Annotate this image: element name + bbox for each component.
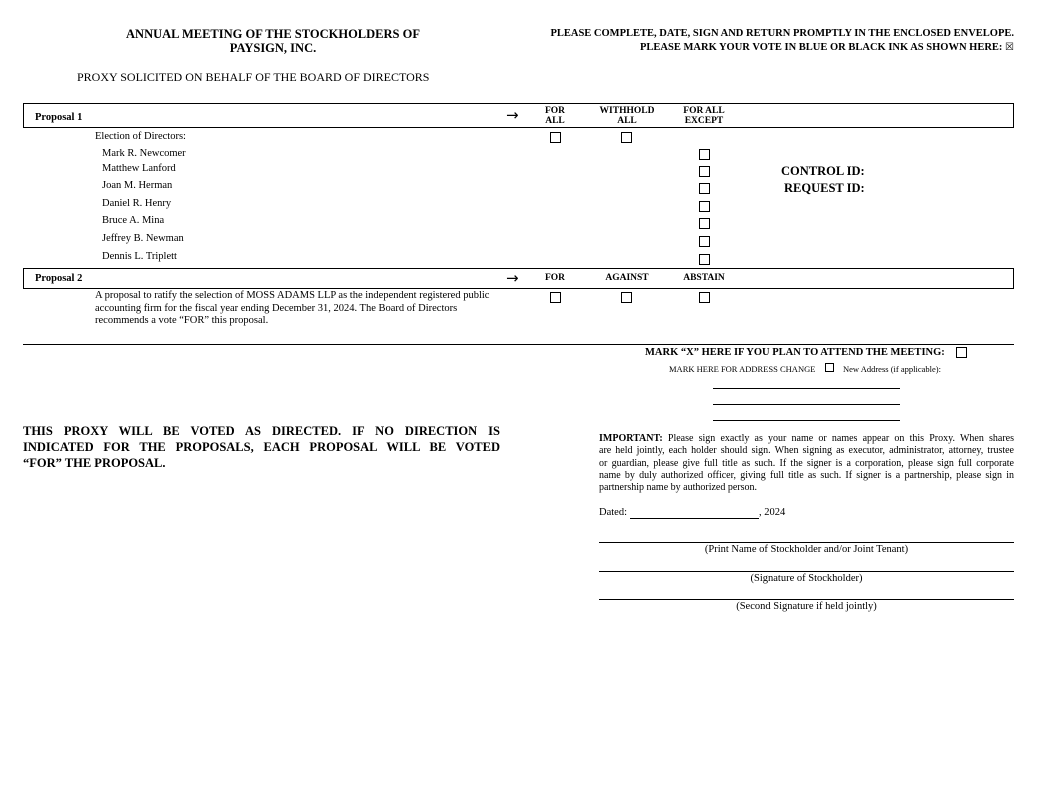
proposal2-for-checkbox[interactable] <box>550 292 561 303</box>
instructions-line2-text: PLEASE MARK YOUR VOTE IN BLUE OR BLACK INK AS SHOWN HERE: <box>640 42 1003 53</box>
col-except-line2: EXCEPT <box>684 116 724 126</box>
new-address-line-2[interactable] <box>713 404 900 405</box>
section-divider <box>23 344 1014 345</box>
except-checkbox-nominee-3[interactable] <box>699 183 710 194</box>
signature-caption: (Signature of Stockholder) <box>750 573 863 584</box>
proposal2-text-line1: A proposal to ratify the selection of MOSS ADAMS LLP as the independent registered public <box>95 290 490 301</box>
address-change-label: MARK HERE FOR ADDRESS CHANGE <box>669 364 816 374</box>
print-name-caption: (Print Name of Stockholder and/or Joint Tenant) <box>704 544 909 555</box>
voted-notice-line2: INDICATED FOR THE PROPOSALS, EACH PROPOSAL WILL BE VOTED <box>23 440 500 454</box>
dated-field[interactable] <box>630 518 759 519</box>
except-checkbox-nominee-4[interactable] <box>699 201 710 212</box>
nominee-name: Jeffrey B. Newman <box>102 233 184 244</box>
second-signature-line[interactable] <box>599 599 1014 600</box>
proposal1-arrow-icon: → <box>506 106 519 124</box>
instructions-line1: PLEASE COMPLETE, DATE, SIGN AND RETURN PROMPTLY IN THE ENCLOSED ENVELOPE. <box>550 28 1014 39</box>
except-checkbox-nominee-7[interactable] <box>699 254 710 265</box>
attend-meeting-label: MARK “X” HERE IF YOU PLAN TO ATTEND THE MEETING: <box>645 347 945 358</box>
important-line1-text: Please sign exactly as your name or names appear on this Proxy. When shares <box>667 433 1015 444</box>
attend-meeting-checkbox[interactable] <box>956 347 967 358</box>
dated-suffix: , 2024 <box>759 507 786 518</box>
important-label: IMPORTANT: <box>599 433 663 444</box>
voted-as-directed-notice <box>23 423 500 471</box>
voted-notice-line1: THIS PROXY WILL BE VOTED AS DIRECTED. IF NO DIRECTION IS <box>23 424 500 438</box>
instructions-line2 <box>550 41 1014 55</box>
meeting-title <box>90 27 456 55</box>
instructions <box>550 27 1014 55</box>
proposal2-text-line2: accounting firm for the fiscal year ending December 31, 2024. The Board of Directors <box>95 302 458 314</box>
signature-line[interactable] <box>599 571 1014 572</box>
important-line3: or guardian, please give full title as such. If the signer is a corporation, please sign full corporate <box>599 457 1014 469</box>
col-against: AGAINST <box>605 273 649 283</box>
nominee-name: Bruce A. Mina <box>102 215 165 226</box>
except-checkbox-nominee-2[interactable] <box>699 166 710 177</box>
col-for-all-except <box>673 106 735 126</box>
withhold-all-checkbox[interactable] <box>621 132 632 143</box>
proposal2-against-checkbox[interactable] <box>621 292 632 303</box>
new-address-line-1[interactable] <box>713 388 900 389</box>
request-id-label: REQUEST ID: <box>784 181 865 195</box>
col-withhold-all <box>592 106 662 126</box>
new-address-label: New Address (if applicable): <box>843 364 941 374</box>
proposal2-abstain-checkbox[interactable] <box>699 292 710 303</box>
election-of-directors-label: Election of Directors: <box>95 131 186 142</box>
except-checkbox-nominee-6[interactable] <box>699 236 710 247</box>
nominee-name: Daniel R. Henry <box>102 198 172 209</box>
control-id-label: CONTROL ID: <box>781 164 865 178</box>
dated-label: Dated: <box>599 507 627 518</box>
col-withhold-line2: ALL <box>617 116 637 126</box>
company-name: PAYSIGN, INC. <box>229 41 317 55</box>
important-line1 <box>599 433 1014 445</box>
proposal2-text <box>95 290 489 328</box>
nominee-name: Matthew Lanford <box>102 163 176 174</box>
col-except-line1: FOR ALL <box>683 106 725 116</box>
important-line2: are held jointly, each holder should sign. When signing as executor, administrator, attorney, trustee <box>599 445 1014 457</box>
new-address-line-3[interactable] <box>713 420 900 421</box>
col-for-all-line1: FOR <box>544 106 566 116</box>
proposal2-arrow-icon: → <box>506 269 519 287</box>
nominee-name: Dennis L. Triplett <box>102 251 177 262</box>
proposal2-text-line3: recommends a vote “FOR” this proposal. <box>95 315 269 326</box>
nominee-name: Mark R. Newcomer <box>102 148 186 159</box>
proposal2-label: Proposal 2 <box>35 273 83 284</box>
col-for: FOR <box>544 273 566 283</box>
col-abstain: ABSTAIN <box>683 273 725 283</box>
proxy-solicited-text: PROXY SOLICITED ON BEHALF OF THE BOARD OF DIRECTORS <box>77 70 430 84</box>
example-mark-icon: ☒ <box>1005 42 1014 53</box>
for-all-checkbox[interactable] <box>550 132 561 143</box>
important-line5: partnership name by authorized person. <box>599 482 758 494</box>
proposal1-label: Proposal 1 <box>35 112 83 123</box>
except-checkbox-nominee-1[interactable] <box>699 149 710 160</box>
important-notice <box>599 433 1014 494</box>
except-checkbox-nominee-5[interactable] <box>699 218 710 229</box>
col-for-all-line2: ALL <box>545 116 565 126</box>
print-name-line[interactable] <box>599 542 1014 543</box>
address-change-checkbox[interactable] <box>825 363 834 372</box>
col-withhold-line1: WITHHOLD <box>599 106 655 116</box>
col-for-all <box>535 106 575 126</box>
meeting-title-line1: ANNUAL MEETING OF THE STOCKHOLDERS OF <box>126 27 420 41</box>
important-line4: name by duly authorized officer, giving full title as such. If signer is a partnership, please sign in <box>599 469 1014 481</box>
nominee-name: Joan M. Herman <box>102 180 173 191</box>
voted-notice-line3: “FOR” THE PROPOSAL. <box>23 456 166 470</box>
second-signature-caption: (Second Signature if held jointly) <box>736 601 877 612</box>
